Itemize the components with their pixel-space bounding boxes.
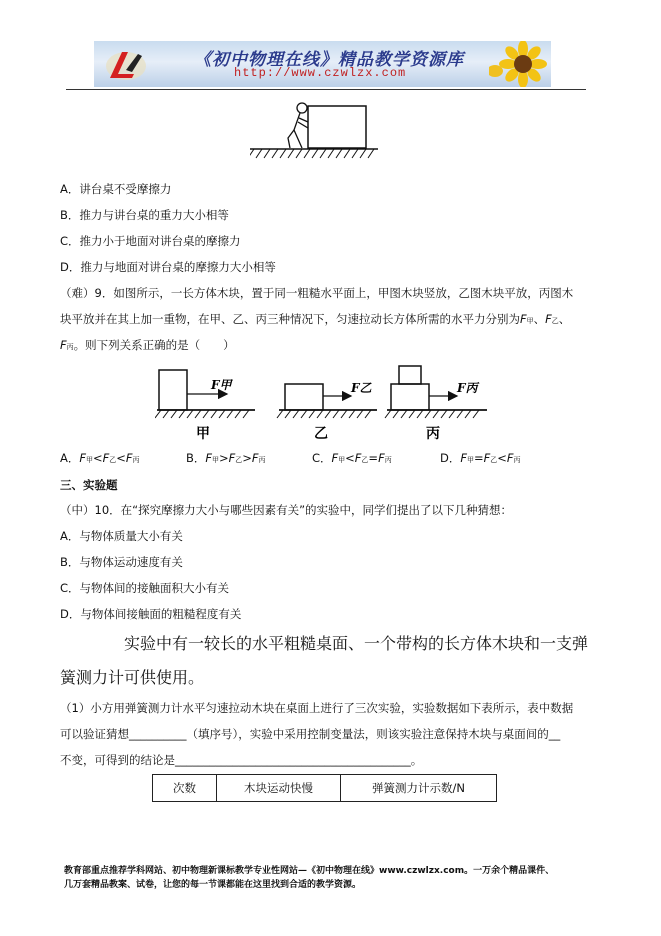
table-header-cell: 弹簧测力计示数/N [341,774,497,802]
footer-line1: 教育部重点推荐学科网站、初中物理新课标教学专业性网站—《初中物理在线》www.czwlzx.com。一万余个精品课件、 [64,866,555,876]
q8-option-b: B．推力与讲台桌的重力大小相等 [60,208,229,222]
banner-title: 《初中物理在线》精品教学资源库 [194,50,464,70]
q10-part1-line2: 可以验证猜想__________（填序号），实验中采用控制变量法，则该实验注意保持木块与桌面间的__ [60,727,561,741]
ground-hatch [250,149,374,158]
force-label-jia: F甲 [211,378,232,392]
q10-paragraph-line2: 簧测力计可供使用。 [60,668,205,687]
three-blocks-figure [155,362,495,444]
header-banner [94,41,551,87]
sunflower-icon [489,41,551,87]
q10-paragraph-line1: 实验中有一较长的水平粗糙桌面、一个带构的长方体木块和一支弹 [124,634,589,653]
pushing-desk-figure [250,98,380,164]
f-symbol: F [545,312,552,326]
sub-jia: 甲 [526,317,534,325]
q10-option-a: A．与物体质量大小有关 [60,529,183,543]
q9-option-c: C．F甲<F乙=F丙 [312,451,392,465]
banner-url[interactable]: http://www.czwlzx.com [234,66,407,80]
q9-option-a: A．F甲<F乙<F丙 [60,451,140,465]
block-jia [155,370,255,442]
q8-option-c: C．推力小于地面对讲台桌的摩擦力 [60,234,241,248]
fig-label-bing: 丙 [426,426,440,442]
f-symbol: F [60,338,67,352]
q10-part1-line1: （1）小方用弹簧测力计水平匀速拉动木块在桌面上进行了三次实验，实验数据如下表所示，表中数据 [60,701,574,715]
force-label-yi: F乙 [351,381,372,395]
separator: 、 [533,312,546,326]
q10-part1-line3: 不变，可得到的结论是_________________________________________。 [60,753,423,767]
desk-box [308,106,366,148]
sub-bing: 丙 [66,343,74,351]
person-icon [288,103,308,148]
q8-option-d: D．推力与地面对讲台桌的摩擦力大小相等 [60,260,276,274]
q8-option-a: A．讲台桌不受摩擦力 [60,182,172,196]
q9-stem-text: 块平放并在其上加一重物，在甲、乙、丙三种情况下，匀速拉动长方体所需的水平力分别为 [60,312,520,326]
q10-option-d: D．与物体间接触面的粗糙程度有关 [60,607,242,621]
q9-stem-end: 。则下列关系正确的是（ ） [73,338,235,352]
section-heading: 三、实验题 [60,478,118,492]
q9-stem-line1: （难）9．如图所示，一长方体木块，置于同一粗糙水平面上，甲图木块竖放，乙图木块平放，丙图木 [60,286,574,300]
data-table-header [152,774,497,802]
q9-stem-line2 [60,311,570,329]
q9-stem-line3 [60,337,235,355]
separator: 、 [558,312,571,326]
q9-option-b: B．F甲>F乙>F丙 [186,451,266,465]
site-logo-icon [100,44,148,84]
f-symbol: F [520,312,527,326]
table-header-cell: 木块运动快慢 [217,774,341,802]
block-yi [277,381,377,442]
force-label-bing: F丙 [457,381,478,395]
q10-option-c: C．与物体间的接触面积大小有关 [60,581,230,595]
header-divider [66,89,586,90]
q10-stem: （中）10．在“探究摩擦力大小与哪些因素有关”的实验中，同学们提出了以下几种猜想： [60,503,513,517]
sub-yi: 乙 [551,317,559,325]
q9-option-d: D．F甲=F乙<F丙 [440,451,521,465]
fig-label-yi-text: 乙 [314,426,328,442]
block-bing [385,366,487,442]
fig-label-jia: 甲 [196,426,210,442]
q10-option-b: B．与物体运动速度有关 [60,555,183,569]
table-header-cell: 次数 [152,774,217,802]
footer-line2: 几万套精品教案、试卷，让您的每一节课都能在这里找到合适的教学资源。 [64,880,362,890]
